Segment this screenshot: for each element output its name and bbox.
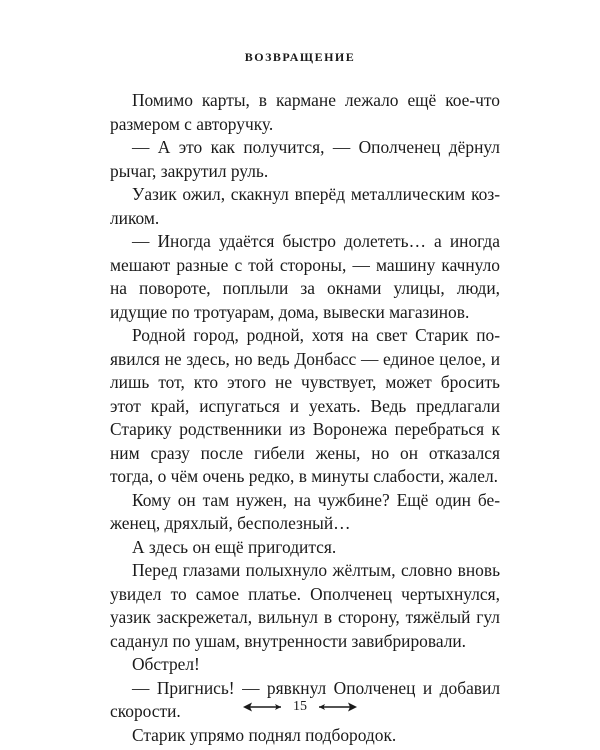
paragraph: — Пригнись! — рявкнул Ополченец и добавил скорости. <box>110 677 500 721</box>
right-arrow-ornament-icon <box>317 701 357 713</box>
left-arrow-ornament-icon <box>243 701 283 713</box>
paragraph: Уазик ожил, скакнул вперёд металлическим козликом. <box>110 184 500 228</box>
paragraph: — А это как получится, — Ополченец дёрнул рычаг, закрутил руль. <box>110 137 500 181</box>
paragraph: Старик упрямо поднял подбородок. <box>132 724 397 745</box>
paragraph: А здесь он ещё пригодится. <box>132 536 337 557</box>
paragraph: Перед глазами полыхнуло жёлтым, словно вновь увидел то самое платье. Ополченец чертыхнулся, уазик заскрежетал, вильнул в сторону, тяжёлый гул саданул по ушам, внутренности завибрировали. <box>110 560 500 651</box>
paragraph: Родной город, родной, хотя на свет Старик появился не здесь, но ведь Донбасс — единое целое, и лишь тот, кто этого не чувствует, может бросить этот край, испугаться и уехать. Ведь предлагали Старику родственники из Воронежа перебраться к ним сразу после гибели жены, но он отказался тогда, о чём очень редко, в минуты слабости, жалел. <box>110 325 500 486</box>
paragraph: Помимо карты, в кармане лежало ещё кое-что размером с авторучку. <box>110 90 500 134</box>
running-title: ВОЗВРАЩЕНИЕ <box>244 50 356 64</box>
body-text <box>110 89 500 747</box>
paragraph: — Иногда удаётся быстро долететь… а иногда мешают разные с той стороны, — машину качнуло на повороте, поплыли за окнами улицы, люди, идущие по тротуарам, дома, вывески магазинов. <box>110 231 500 322</box>
paragraph: Кому он там нужен, на чужбине? Ещё один беженец, дряхлый, бесполезный… <box>110 489 500 533</box>
page-number: 15 <box>293 699 307 714</box>
paragraph: Обстрел! <box>132 654 200 674</box>
page-footer <box>0 700 600 714</box>
